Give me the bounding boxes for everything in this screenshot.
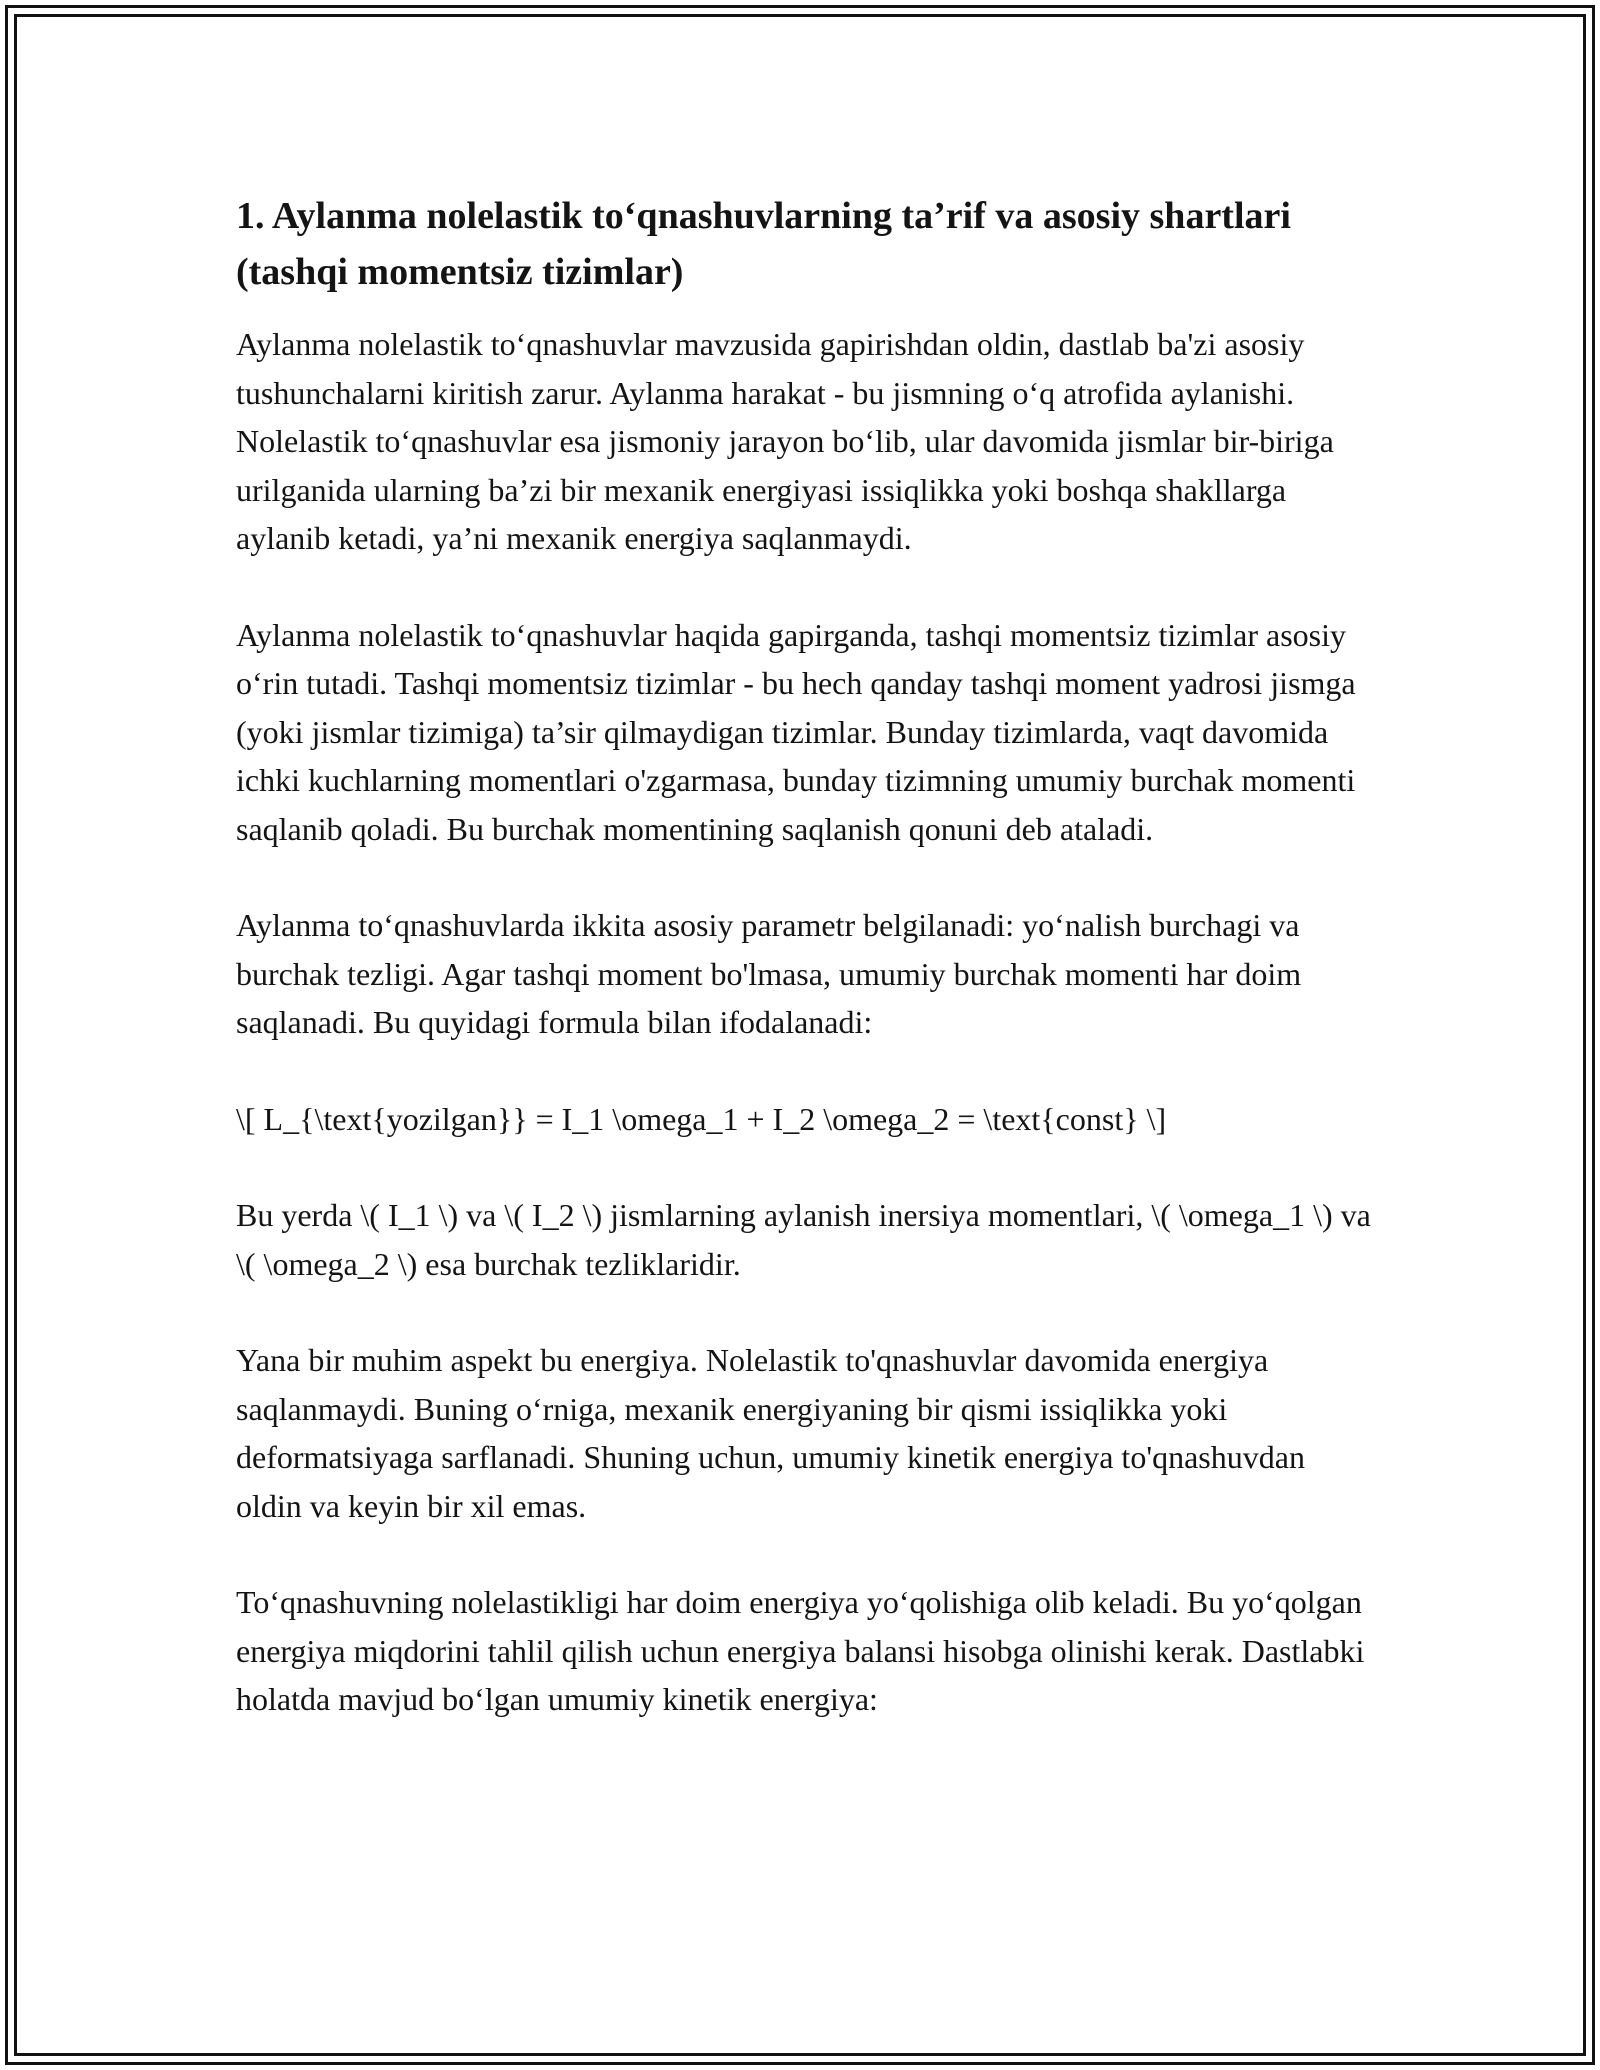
- formula-angular-momentum: \[ L_{\text{yozilgan}} = I_1 \omega_1 + I_2 \omega_2 = \text{const} \]: [236, 1100, 1167, 1137]
- document-body: [236, 180, 1376, 1772]
- paragraph-energy: Yana bir muhim aspekt bu energiya. Nolelastik to'qnashuvlar davomida energiya saqlanmaydi. Buning o‘rniga, mexanik energiyaning bir qismi issiqlikka yoki deformatsiyaga sarflanadi. Shuning uchun, umumiy kinetik energiya to'qnashuvdan oldin va keyin bir xil emas.: [236, 1342, 1305, 1524]
- paragraph-intro: Aylanma nolelastik to‘qnashuvlar mavzusida gapirishdan oldin, dastlab ba'zi asosiy tushunchalarni kiritish zarur. Aylanma harakat - bu jismning o‘q atrofida aylanishi. Nolelastik to‘qnashuvlar esa jismoniy jarayon bo‘lib, ular davomida jismlar bir-biriga urilganida ularning ba’zi bir mexanik energiyasi issiqlikka yoki boshqa shakllarga aylanib ketadi, ya’ni mexanik energiya saqlanmaydi.: [236, 326, 1334, 556]
- paragraph-external-moment: Aylanma nolelastik to‘qnashuvlar haqida gapirganda, tashqi momentsiz tizimlar asosiy o‘rin tutadi. Tashqi momentsiz tizimlar - bu hech qanday tashqi moment yadrosi jismga (yoki jismlar tizimiga) ta’sir qilmaydigan tizimlar. Bunday tizimlarda, vaqt davomida ichki kuchlarning momentlari o'zgarmasa, bunday tizimning umumiy burchak momenti saqlanib qoladi. Bu burchak momentining saqlanish qonuni deb ataladi.: [236, 616, 1356, 847]
- paragraph-parameters: Aylanma to‘qnashuvlarda ikkita asosiy parametr belgilanadi: yo‘nalish burchagi va burchak tezligi. Agar tashqi moment bo'lmasa, umumiy burchak momenti har doim saqlanadi. Bu quyidagi formula bilan ifodalanadi:: [236, 907, 1302, 1040]
- paragraph-formula-explanation: Bu yerda \( I_1 \) va \( I_2 \) jismlarning aylanish inersiya momentlari, \( \omega_1 \) va \( \omega_2 \) esa burchak tezliklaridir.: [236, 1197, 1371, 1282]
- section-heading: 1. Aylanma nolelastik to‘qnashuvlarning ta’rif va asosiy shartlari (tashqi momentsiz tizimlar): [236, 195, 1291, 293]
- paragraph-energy-loss: To‘qnashuvning nolelastikligi har doim energiya yo‘qolishiga olib keladi. Bu yo‘qolgan energiya miqdorini tahlil qilish uchun energiya balansi hisobga olinishi kerak. Dastlabki holatda mavjud bo‘lgan umumiy kinetik energiya:: [236, 1584, 1365, 1717]
